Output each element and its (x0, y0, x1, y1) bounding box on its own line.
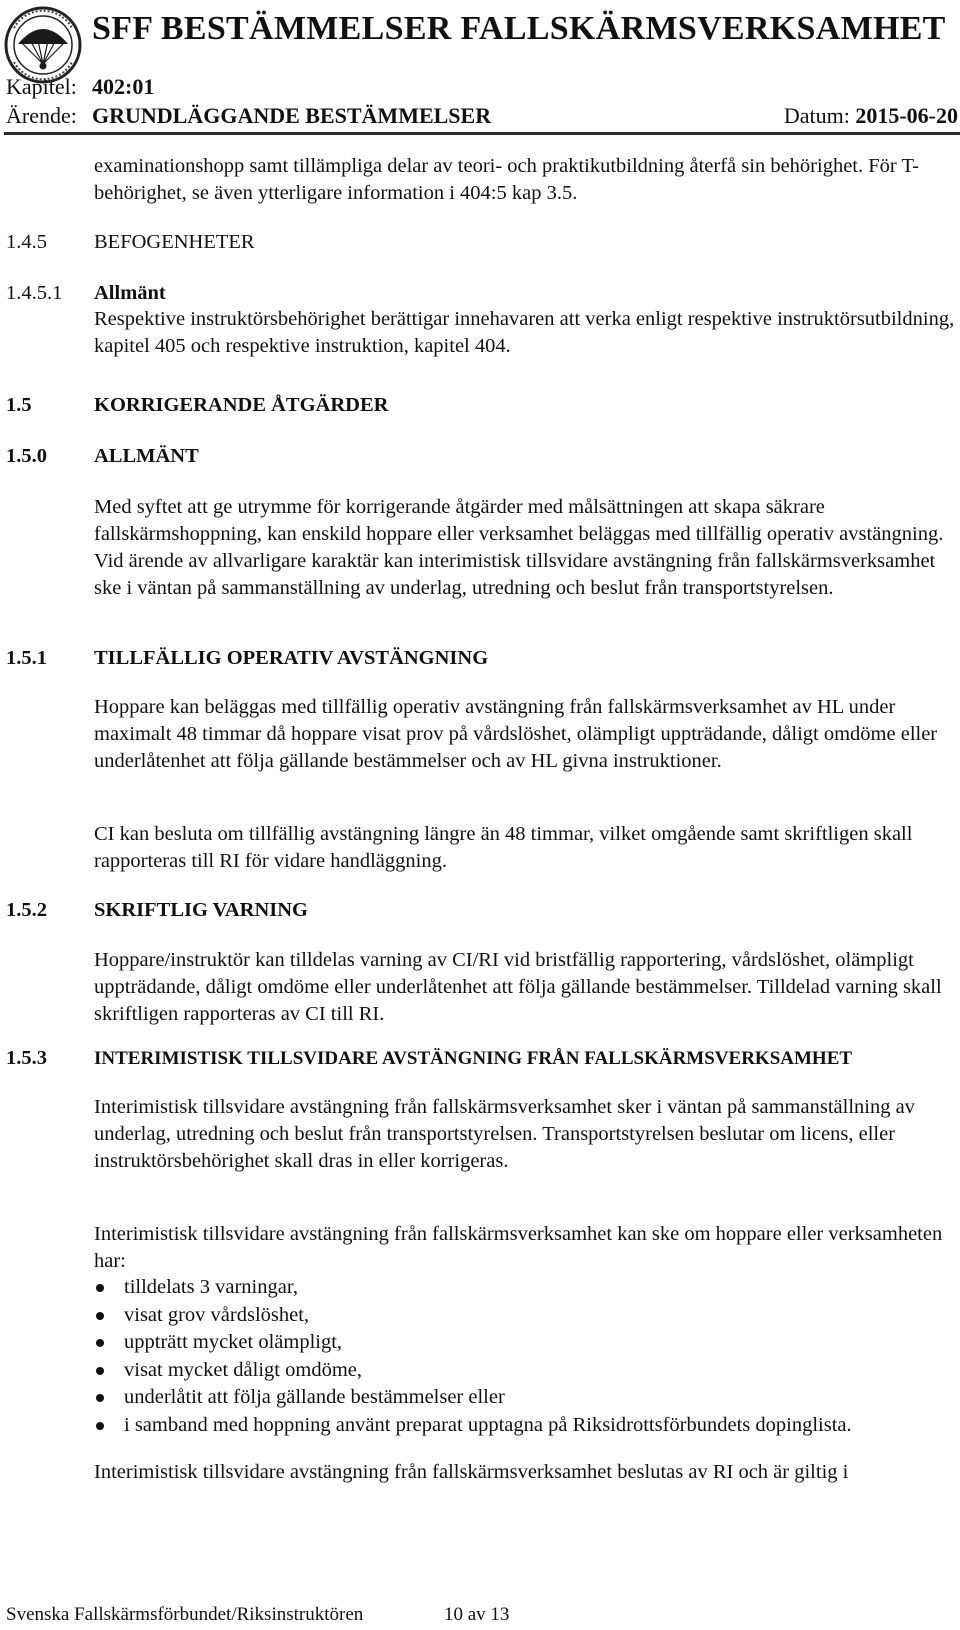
kapitel-row (6, 74, 960, 100)
bullet-icon (96, 1394, 104, 1402)
intro-paragraph: examinationshopp samt tillämpliga delar av teori- och praktikutbildning återfå sin behörighet. För T-behörighet, se även ytterligare information i 404:5 kap 3.5. (94, 155, 919, 204)
section-number: 1.5.2 (6, 899, 47, 921)
section-paragraph: CI kan besluta om tillfällig avstängning längre än 48 timmar, vilket omgående samt skriftligen skall rapporteras till RI för vidare handläggning. (94, 823, 913, 872)
arende-value: GRUNDLÄGGANDE BESTÄMMELSER (92, 103, 492, 128)
list-item (94, 1357, 956, 1385)
list-item-text: visat mycket dåligt omdöme, (124, 1358, 362, 1381)
section-heading: ALLMÄNT (94, 445, 199, 467)
section-number: 1.4.5 (6, 231, 47, 253)
list-item-text: tilldelats 3 varningar, (124, 1276, 298, 1298)
bullet-icon (96, 1339, 104, 1347)
kapitel-label: Kapitel: (6, 74, 77, 99)
page-footer (6, 1604, 510, 1626)
arende-label: Ärende: (6, 103, 77, 128)
section-paragraph: Med syftet att ge utrymme för korrigerande åtgärder med målsättningen att skapa säkrare fallskärmshoppning, kan enskild hoppare eller verksamhet beläggas med tillfällig operativ avstängning. Vid ärende av allvarligare karaktär kan interimistisk tillsvidare avstängning från fallskärmsverksamhet ske i väntan på sammanställning av underlag, utredning och beslut från transportstyrelsen. (94, 496, 944, 599)
section-heading: Allmänt (94, 282, 166, 304)
bullet-icon (96, 1312, 104, 1320)
list-item-text: uppträtt mycket olämpligt, (124, 1331, 343, 1353)
section-number: 1.5.3 (6, 1047, 47, 1069)
section-paragraph: Interimistisk tillsvidare avstängning från fallskärmsverksamhet sker i väntan på sammanställning av underlag, utredning och beslut från transportstyrelsen. Transportstyrelsen beslutar om licens, eller instruktörsbehörighet skall dras in eller korrigeras. (94, 1096, 915, 1172)
section-heading: KORRIGERANDE ÅTGÄRDER (94, 394, 389, 416)
list-item (94, 1329, 956, 1357)
list-item-text: visat grov vårdslöshet, (124, 1303, 310, 1326)
section-paragraph: Interimistisk tillsvidare avstängning från fallskärmsverksamhet kan ske om hoppare eller verksamheten har: (94, 1223, 943, 1272)
date-field (784, 103, 958, 129)
section-paragraph: Hoppare kan beläggas med tillfällig operativ avstängning från fallskärmsverksamhet av HL under maximalt 48 timmar då hoppare visat prov på vårdslöshet, olämpligt uppträdande, dåligt omdöme eller underlåtenhet att följa gällande bestämmelser och av HL givna instruktioner. (94, 696, 938, 772)
page-number: 10 av 13 (444, 1604, 510, 1625)
section-paragraph: Hoppare/instruktör kan tilldelas varning av CI/RI vid bristfällig rapportering, vårdslöshet, olämpligt uppträdande, dåligt omdöme eller underlåtenhet att följa gällande bestämmelser. Tilldelad varning skall skriftligen rapporteras av CI till RI. (94, 949, 942, 1025)
kapitel-value: 402:01 (92, 74, 155, 99)
sff-logo (4, 6, 82, 84)
list-item-text: underlåtit att följa gällande bestämmelser eller (124, 1386, 505, 1408)
bullet-icon (96, 1422, 104, 1430)
section-number: 1.5 (6, 394, 32, 416)
footer-org: Svenska Fallskärmsförbundet/Riksinstruktören (6, 1604, 364, 1625)
datum-value: 2015-06-20 (855, 103, 958, 128)
list-item (94, 1302, 956, 1330)
section-heading: BEFOGENHETER (94, 231, 255, 253)
section-heading: INTERIMISTISK TILLSVIDARE AVSTÄNGNING FRÅN FALLSKÄRMSVERKSAMHET (94, 1048, 853, 1069)
list-item (94, 1384, 956, 1412)
section-number: 1.4.5.1 (6, 282, 63, 304)
arende-row (6, 103, 960, 129)
section-heading: TILLFÄLLIG OPERATIV AVSTÄNGNING (94, 647, 489, 669)
section-paragraph: Interimistisk tillsvidare avstängning från fallskärmsverksamhet beslutas av RI och är giltig i (94, 1461, 849, 1483)
list-item-text: i samband med hoppning använt preparat upptagna på Riksidrottsförbundets dopinglista. (124, 1413, 852, 1436)
document-title: SFF BESTÄMMELSER FALLSKÄRMSVERKSAMHET (92, 10, 946, 47)
bullet-list (94, 1274, 956, 1439)
header-rule (4, 132, 960, 135)
section-number: 1.5.1 (6, 647, 47, 669)
section-heading: SKRIFTLIG VARNING (94, 899, 308, 921)
datum-label: Datum: (783, 103, 850, 128)
list-item (94, 1274, 956, 1302)
section-paragraph: Respektive instruktörsbehörighet berättigar innehavaren att verka enligt respektive instruktörsutbildning, kapitel 405 och respektive instruktion, kapitel 404. (94, 308, 955, 357)
list-item (94, 1412, 956, 1440)
bullet-icon (96, 1367, 104, 1375)
bullet-icon (96, 1284, 104, 1292)
section-number: 1.5.0 (6, 445, 47, 467)
